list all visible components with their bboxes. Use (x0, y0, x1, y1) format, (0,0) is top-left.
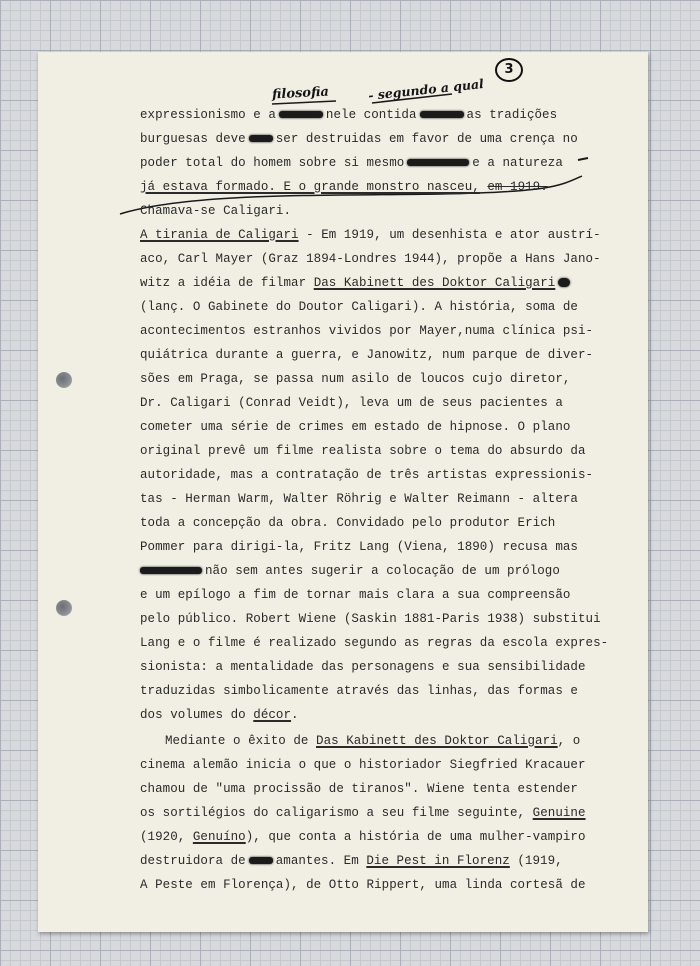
crossed-out-word (140, 567, 202, 574)
text-line: e um epílogo a fim de tornar mais clara a sua compreensão (140, 588, 571, 602)
text-line: autoridade, mas a contratação de três artistas expressionis- (140, 468, 594, 482)
text-line: poder total do homem sobre si mesmo e a natureza (140, 156, 563, 170)
film-title: Die Pest in Florenz (366, 854, 510, 868)
text-line: acontecimentos estranhos vividos por Mayer,numa clínica psi- (140, 324, 594, 338)
handwritten-note-filosofia: filosofia (271, 84, 330, 103)
text-line: Chamava-se Caligari. (140, 204, 292, 218)
text-line: tas - Herman Warm, Walter Röhrig e Walter Reimann - altera (140, 492, 578, 506)
film-title: Das Kabinett des Doktor Caligari (316, 734, 558, 748)
text-line: traduzidas simbolicamente através das linhas, das formas e (140, 684, 578, 698)
text-line: quiátrica durante a guerra, e Janowitz, num parque de diver- (140, 348, 594, 362)
section-heading: A tirania de Caligari (140, 228, 299, 242)
text-line: A tirania de Caligari - Em 1919, um desenhista e ator austrí- (140, 228, 601, 242)
text-line: burguesas deve ser destruidas em favor de uma crença no (140, 132, 578, 146)
text-line: pelo público. Robert Wiene (Saskin 1881-Paris 1938) substitui (140, 612, 601, 626)
text-line: Pommer para dirigi-la, Fritz Lang (Viena, 1890) recusa mas (140, 540, 578, 554)
punch-hole (56, 600, 72, 616)
text-line: cometer uma série de crimes em estado de hipnose. O plano (140, 420, 571, 434)
text-line: sões em Praga, se passa num asilo de loucos cujo diretor, (140, 372, 571, 386)
text-line: já estava formado. E o grande monstro nasceu, em 1919. (140, 180, 548, 194)
text-line: Dr. Caligari (Conrad Veidt), leva um de seus pacientes a (140, 396, 563, 410)
page-number: 3 (495, 58, 523, 82)
text-line: dos volumes do décor. (140, 708, 299, 722)
film-title: Genuine (532, 806, 586, 820)
text-line: witz a idéia de filmar Das Kabinett des Doktor Caligari (140, 275, 600, 291)
text-line: aco, Carl Mayer (Graz 1894-Londres 1944), propõe a Hans Jano- (140, 252, 601, 266)
crossed-out-word (420, 111, 464, 118)
text-line: Mediante o êxito de Das Kabinett des Doktor Caligari, o (165, 734, 581, 748)
film-title: Das Kabinett des Doktor Caligari (313, 276, 556, 290)
text-line: não sem antes sugerir a colocação de um prólogo (140, 563, 600, 579)
handwritten-note-segundo-a-qual: - segundo a qual (367, 75, 485, 104)
crossed-out-word (249, 857, 273, 864)
film-title: Genuíno (192, 830, 246, 844)
text-line: Lang e o filme é realizado segundo as regras da escola expres- (140, 636, 609, 650)
punch-hole (56, 372, 72, 388)
text-line: chamou de "uma procissão de tiranos". Wiene tenta estender (140, 782, 578, 796)
text-line: expressionismo e a nele contida as tradições (140, 108, 558, 122)
text-line: A Peste em Florença), de Otto Rippert, uma linda cortesã de (140, 878, 586, 892)
text-line: (1920, Genuíno), que conta a história de uma mulher-vampiro (140, 830, 586, 844)
text-line: (lanç. O Gabinete do Doutor Caligari). A história, soma de (140, 300, 578, 314)
text-line: cinema alemão inicia o que o historiador Siegfried Kracauer (140, 758, 586, 772)
text-line: os sortilégios do caligarismo a seu filme seguinte, Genuine (140, 806, 586, 820)
text-line: original prevê um filme realista sobre o tema do absurdo da (140, 444, 586, 458)
text-line: sionista: a mentalidade das personagens e sua sensibilidade (140, 660, 586, 674)
text-line: toda a concepção da obra. Convidado pelo produtor Erich (140, 516, 556, 530)
crossed-out-word (249, 135, 273, 142)
crossed-out-mark (558, 278, 570, 287)
crossed-out-word (407, 159, 469, 166)
text-line: destruidora de amantes. Em Die Pest in Florenz (1919, (140, 854, 563, 868)
crossed-out-word (279, 111, 323, 118)
